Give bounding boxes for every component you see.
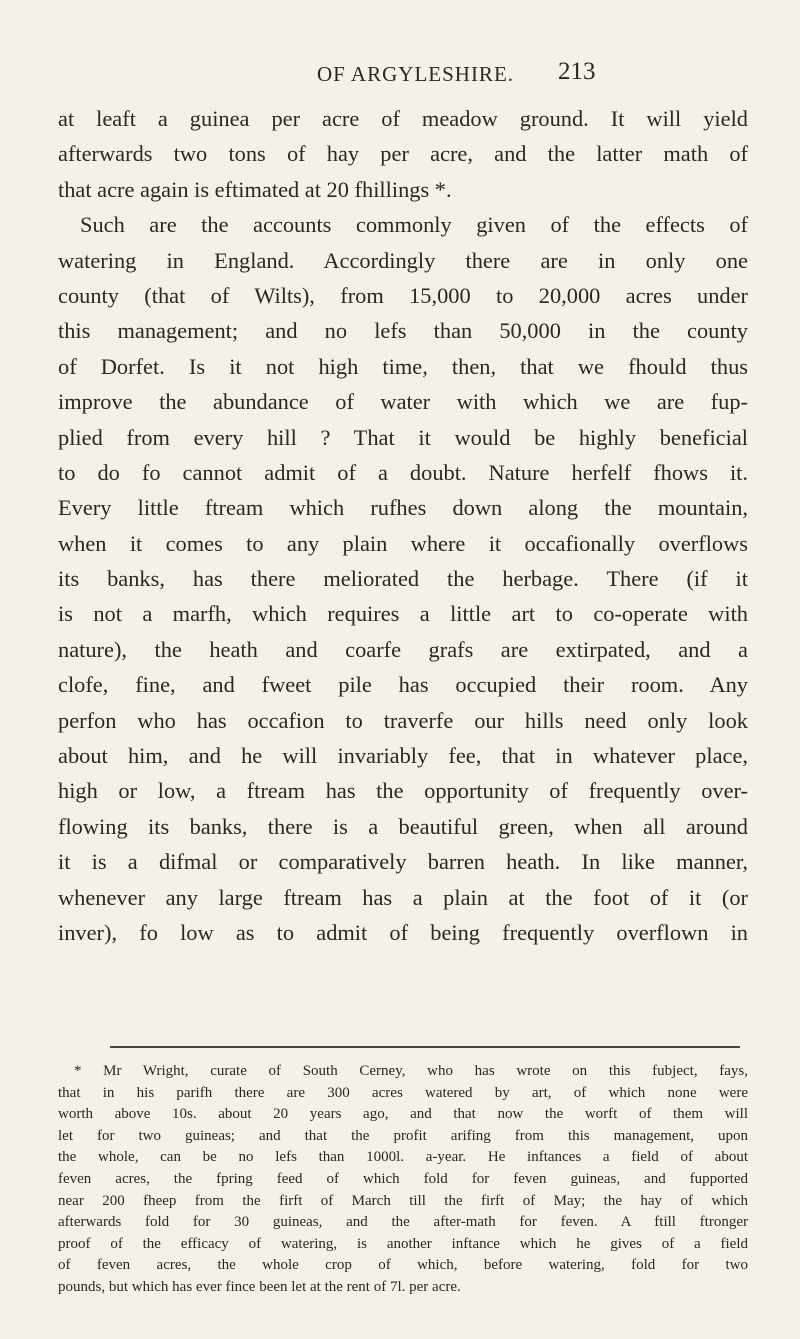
body-line: its banks, has there meliorated the herbage. There (if it: [58, 566, 748, 592]
body-line: afterwards two tons of hay per acre, and the latter math of: [58, 141, 748, 167]
body-line: nature), the heath and coarfe grafs are extirpated, and a: [58, 636, 748, 662]
body-line: clofe, fine, and fweet pile has occupied their room. Any: [58, 672, 748, 698]
body-line: inver), fo low as to admit of being frequently overflown in: [58, 919, 748, 945]
body-line: that acre again is eftimated at 20 fhillings *.: [58, 176, 452, 202]
body-line: perfon who has occafion to traverfe our hills need only look: [58, 707, 748, 733]
body-line: high or low, a ftream has the opportunity of frequently over-: [58, 778, 748, 804]
body-line: it is a difmal or comparatively barren heath. In like manner,: [58, 849, 748, 875]
footnote-line: the whole, can be no lefs than 1000l. a-year. He inftances a field of about: [58, 1149, 748, 1166]
body-line: at leaft a guinea per acre of meadow ground. It will yield: [58, 106, 748, 131]
body-line: Such are the accounts commonly given of the effects of: [80, 212, 748, 238]
body-line: of Dorfet. Is it not high time, then, that we fhould thus: [58, 353, 748, 379]
body-text: [58, 101, 748, 950]
page-header: [0, 58, 800, 102]
footnote-line: worth above 10s. about 20 years ago, and that now the worft of them will: [58, 1106, 748, 1123]
footnote-line: near 200 fheep from the firft of March till the firft of May; the hay of which: [58, 1192, 748, 1209]
body-line: improve the abundance of water with which we are fup-: [58, 389, 748, 415]
body-line: about him, and he will invariably fee, that in whatever place,: [58, 743, 748, 769]
body-line: Every little ftream which rufhes down along the mountain,: [58, 495, 748, 521]
running-head: OF ARGYLESHIRE.: [317, 62, 515, 86]
body-line: to do fo cannot admit of a doubt. Nature herfelf fhows it.: [58, 459, 748, 485]
footnote-line: that in his parifh there are 300 acres watered by art, of which none were: [58, 1084, 748, 1101]
body-line: when it comes to any plain where it occafionally overflows: [58, 530, 748, 556]
footnote-line: of feven acres, the whole crop of which, before watering, fold for two: [58, 1257, 748, 1274]
body-line: plied from every hill ? That it would be highly beneficial: [58, 424, 748, 450]
footnote-line: proof of the efficacy of watering, is another inftance which he gives of a field: [58, 1235, 748, 1252]
body-line: county (that of Wilts), from 15,000 to 20,000 acres under: [58, 282, 748, 308]
page-number: 213: [558, 58, 596, 85]
body-line: whenever any large ftream has a plain at the foot of it (or: [58, 884, 748, 910]
footnote-line: let for two guineas; and that the profit arifing from this management, upon: [58, 1127, 748, 1144]
body-line: is not a marfh, which requires a little art to co-operate with: [58, 601, 748, 627]
footnote: [58, 1061, 748, 1299]
footnote-line: feven acres, the fpring feed of which fold for feven guineas, and fupported: [58, 1170, 748, 1187]
footnote-rule: [110, 1046, 740, 1048]
footnote-line: pounds, but which has ever fince been let at the rent of 7l. per acre.: [58, 1278, 461, 1295]
body-line: this management; and no lefs than 50,000 in the county: [58, 318, 748, 344]
footnote-line: afterwards fold for 30 guineas, and the after-math for feven. A ftill ftronger: [58, 1214, 748, 1231]
footnote-line: * Mr Wright, curate of South Cerney, who has wrote on this fubject, fays,: [74, 1063, 748, 1079]
body-line: watering in England. Accordingly there are in only one: [58, 247, 748, 273]
body-line: flowing its banks, there is a beautiful green, when all around: [58, 813, 748, 839]
